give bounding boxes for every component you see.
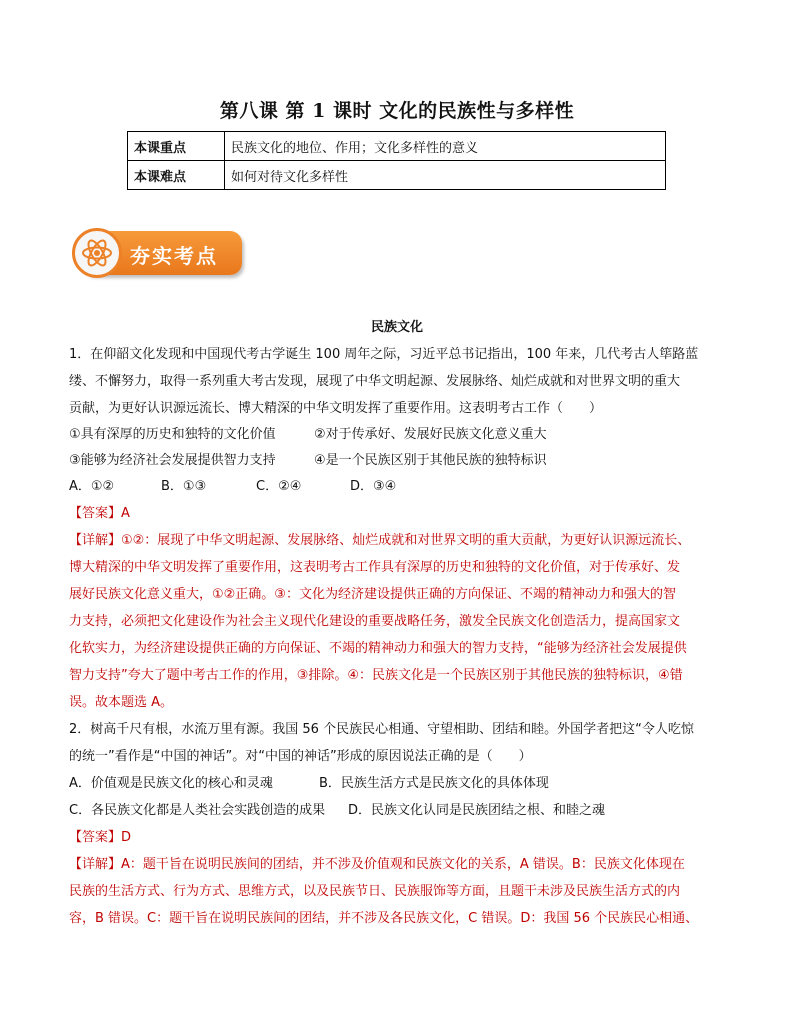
q2-detail-line: 容，B 错误。C：题干旨在说明民族间的团结，并不涉及各民族文化，C 错误。D：我国 56 个民族民心相通、 [69,911,699,926]
q2-detail-line: 民族的生活方式、行为方式、思维方式，以及民族节日、民族服饰等方面，且题干未涉及民族生活方式的内 [69,884,681,899]
focus-value: 民族文化的地位、作用；文化多样性的意义 [225,132,666,161]
q2-choice-b: B．民族生活方式是民族文化的具体体现 [319,776,549,791]
q1-detail-line: 智力支持”夸大了题中考古工作的作用，③排除。④：民族文化是一个民族区别于其他民族的独特标识，④错 [69,668,683,683]
q1-statement-3: ③能够为经济社会发展提供智力支持 [69,453,276,468]
q1-statement-4: ④是一个民族区别于其他民族的独特标识 [314,453,547,468]
q2-stem-line: 的统一”看作是“中国的神话”。对“中国的神话”形成的原因说法正确的是（ ） [69,749,532,764]
q1-stem-line: 缕、不懈努力，取得一系列重大考古发现，展现了中华文明起源、发展脉络、灿烂成就和对世界文明的重大 [69,374,681,389]
q1-choice-b: B．①③ [161,479,207,494]
q1-stem-line: 1．在仰韶文化发现和中国现代考古学诞生 100 周年之际，习近平总书记指出，100 年来，几代考古人筚路蓝 [69,347,699,362]
q1-choice-a: A．①② [69,479,115,494]
q2-detail-line: 【详解】A：题干旨在说明民族间的团结，并不涉及价值观和民族文化的关系，A 错误。B：民族文化体现在 [69,857,685,872]
q1-detail-line: 力支持，必须把文化建设作为社会主义现代化建设的重要战略任务，激发全民族文化创造活力，提高国家文 [69,614,681,629]
section-title: 民族文化 [370,320,423,335]
q1-detail-line: 化软实力，为经济建设提供正确的方向保证、不竭的精神动力和强大的智力支持，“能够为经济社会发展提供 [69,641,687,656]
q2-answer: 【答案】D [69,830,132,845]
q1-answer: 【答案】A [69,506,130,521]
difficulty-value: 如何对待文化多样性 [225,161,666,190]
q1-detail-line: 展好民族文化意义重大，①②正确。③：文化为经济建设提供正确的方向保证、不竭的精神动力和强大的智 [69,587,676,602]
table-row [128,132,666,161]
table-row [128,161,666,190]
q2-choice-a: A．价值观是民族文化的核心和灵魂 [69,776,273,791]
q1-detail-line: 博大精深的中华文明发挥了重要作用，这表明考古工作具有深厚的历史和独特的文化价值，对于传承好、发 [69,560,681,575]
atom-icon [72,228,122,278]
banner-label: 夯实考点 [130,244,218,268]
q1-stem-line: 贡献，为更好认识源远流长、博大精深的中华文明发挥了重要作用。这表明考古工作（ ） [69,401,603,416]
q1-statement-1: ①具有深厚的历史和独特的文化价值 [69,427,276,442]
q2-choice-c: C．各民族文化都是人类社会实践创造的成果 [69,803,326,818]
section-banner [72,228,242,278]
q1-detail-line: 【详解】①②：展现了中华文明起源、发展脉络、灿烂成就和对世界文明的重大贡献，为更好认识源远流长、 [69,533,691,548]
q2-choice-d: D．民族文化认同是民族团结之根、和睦之魂 [348,803,606,818]
q2-stem-line: 2．树高千尺有根，水流万里有源。我国 56 个民族民心相通、守望相助、团结和睦。外国学者把这“令人吃惊 [69,722,694,737]
focus-table [127,131,666,190]
q1-choice-d: D．③④ [350,479,397,494]
focus-key: 本课重点 [128,132,225,161]
q1-choice-c: C．②④ [256,479,302,494]
difficulty-key: 本课难点 [128,161,225,190]
q1-statement-2: ②对于传承好、发展好民族文化意义重大 [314,427,547,442]
page-title: 第八课 第 1 课时 文化的民族性与多样性 [219,100,575,122]
q1-detail-line: 误。故本题选 A。 [69,695,174,710]
